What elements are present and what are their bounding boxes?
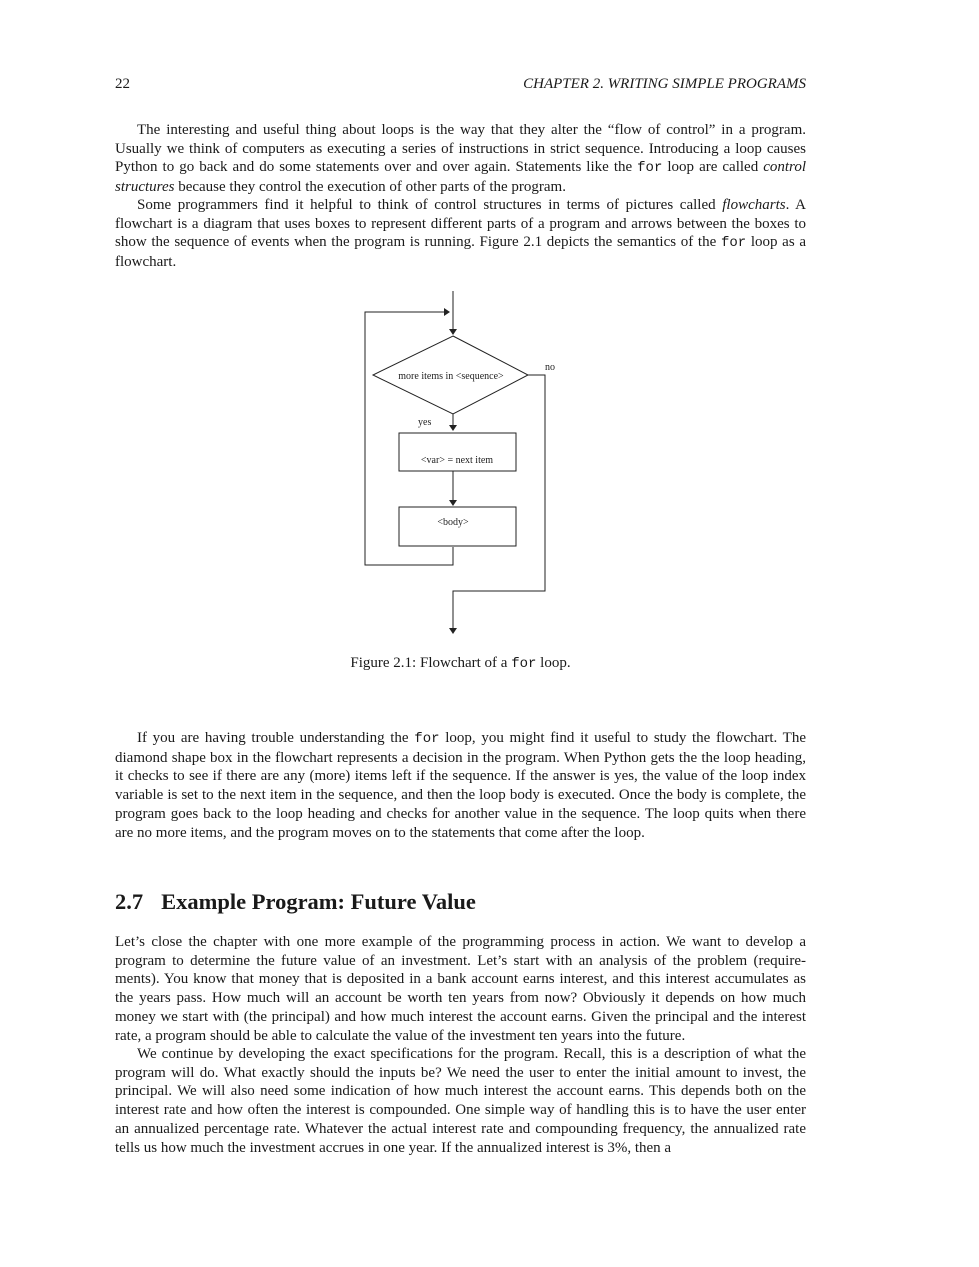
section-title: Example Program: Future Value	[161, 889, 476, 914]
chapter-title: CHAPTER 2. WRITING SIMPLE PROGRAMS	[523, 76, 806, 92]
figure-flowchart	[115, 285, 806, 640]
assign-box-label: <var> = next item	[420, 455, 494, 466]
no-label: no	[545, 362, 555, 373]
inline-code-for: for	[637, 160, 663, 177]
inline-code-for: for	[414, 731, 440, 747]
page-number: 22	[115, 76, 130, 92]
decision-label: more items in <sequence>	[398, 371, 504, 382]
yes-label: yes	[418, 417, 432, 428]
section-heading	[115, 888, 476, 916]
inline-code-for: for	[511, 656, 537, 672]
inline-code-for: for	[720, 235, 747, 252]
paragraph-flow-of-control: The interesting and useful thing about loops is the way that they alter the “flow of control” in a program. Usually we think of computers as executing a series of instructions in strict sequence. Introducing a loop causes Python to go back and do some statements over and over again. Statements like the for loop are called control structures because they control the execution of other parts of the program.	[115, 122, 806, 196]
paragraph-flowcharts: Some programmers find it helpful to think of control structures in terms of pictures called flowcharts. A flowchart is a diagram that uses boxes to represent different parts of a program and arrows between the boxes to show the sequence of events when the program is running. Figure 2.1 depicts the semantics of the for loop as a flowchart.	[115, 197, 806, 271]
no-exit-arrow	[453, 375, 545, 633]
emphasis-control-structures: control structures	[115, 159, 806, 196]
emphasis-flowcharts: flowcharts	[722, 197, 786, 213]
flowchart-diagram	[115, 285, 806, 640]
paragraph-flowchart-explanation: If you are having trouble understanding the for loop, you might find it useful to study the flowchart. The diamond shape box in the flowchart represents a decision in the program. When Python gets the the loop heading, it checks to see if there are any (more) items left if the sequence. If the answer is yes, the value of the loop index variable is set to the next item in the sequence, and then the loop body is executed. Once the body is complete, the program goes back to the loop heading and checks for another value in the sequence. The loop quits when there are no more items, and the program moves on to the statements that come after the loop.	[115, 730, 806, 841]
paragraph-future-value-intro: Let’s close the chapter with one more example of the programming process in action. We want to develop a program to determine the future value of an investment. Let’s start with an analysis of the problem (require-ments). You know that money that is deposited in a bank account earns interest, and this interest accumulates as the years pass. How much will an account be worth ten years from now? Obviously it depends on how much money we start with (the principal) and how much interest the account earns. Given the principal and the interest rate, a program should be able to calculate the value of the investment ten years into the future.	[115, 934, 806, 1044]
figure-caption: Figure 2.1: Flowchart of a for loop.	[350, 655, 571, 672]
running-header	[115, 74, 806, 94]
paragraph-specifications: We continue by developing the exact specifications for the program. Recall, this is a description of what the program will do. What exactly should the inputs be? We need the user to enter the initial amount to invest, the principal. We will also need some indication of how much interest the account earns. This depends both on the interest rate and how often the interest is compounded. One simple way of handling this is to have the user enter an annualized percentage rate. Whatever the actual interest rate and compounding frequency, the annualized rate tells us how much the investment accrues in one year. If the annualized interest is 3%, then a	[115, 1046, 806, 1156]
section-number: 2.7	[115, 889, 144, 914]
body-box-label: <body>	[437, 517, 469, 528]
